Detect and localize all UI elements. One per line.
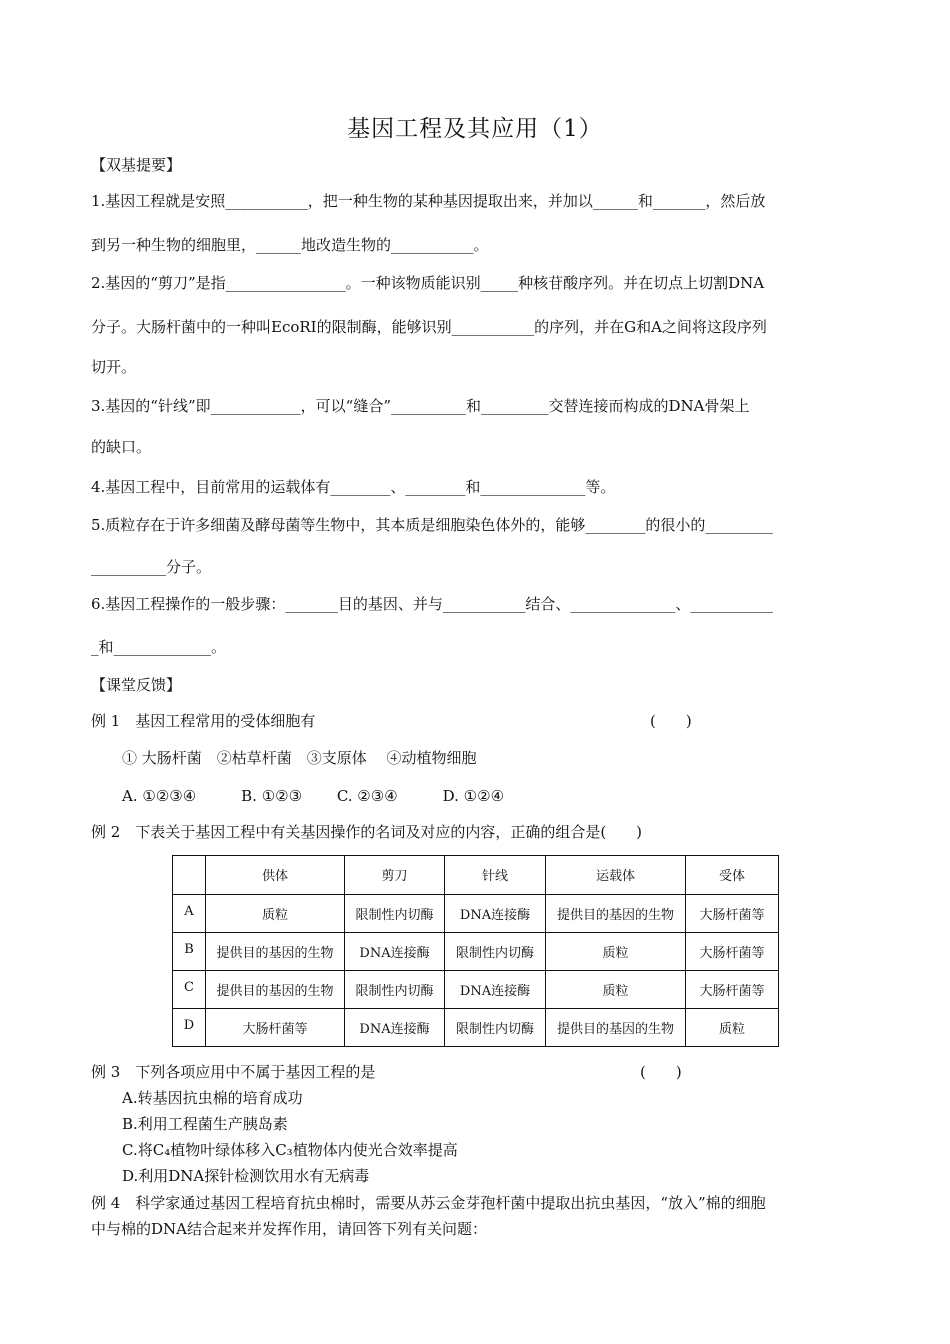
example-3-option-d: D.利用DNA探针检测饮用水有无病毒 [122,1167,370,1185]
table-row [173,895,779,933]
example-3-option-b: B.利用工程菌生产胰岛素 [122,1115,288,1133]
question-5-line-2: __________分子。 [91,558,212,576]
section-heading-feedback: 【课堂反馈】 [91,676,182,694]
table-cell: 限制性内切酶 [445,1009,546,1047]
table-cell: A [173,895,206,933]
table-header-cell: 针线 [445,856,546,895]
table-header-row [173,856,779,895]
table-cell: DNA连接酶 [445,895,546,933]
table-row [173,933,779,971]
question-2-line-3: 切开。 [91,358,137,376]
table-cell: 限制性内切酶 [445,933,546,971]
question-6-line-1: 6.基因工程操作的一般步骤：_______目的基因、并与___________结合、______________、___________ [91,595,773,613]
page-title: 基因工程及其应用（1） [347,116,603,142]
table-cell: 大肠杆菌等 [686,933,779,971]
question-5-line-1: 5.质粒存在于许多细菌及酵母菌等生物中，其本质是细胞染色体外的，能够________的很小的_________ [91,516,773,534]
table-cell: 提供目的基因的生物 [206,933,345,971]
table-cell: 质粒 [206,895,345,933]
example-3-answer-paren: ( ) [640,1063,682,1081]
table-cell: 大肠杆菌等 [686,895,779,933]
table-cell: D [173,1009,206,1047]
table-cell: 提供目的基因的生物 [546,1009,686,1047]
table-cell: 质粒 [546,933,686,971]
table-header-cell: 剪刀 [345,856,445,895]
table-cell: 质粒 [546,971,686,1009]
table-cell: DNA连接酶 [345,1009,445,1047]
question-1-line-2: 到另一种生物的细胞里，______地改造生物的___________。 [91,236,489,254]
example-4-line-1: 例 4 科学家通过基因工程培育抗虫棉时，需要从苏云金芽孢杆菌中提取出抗虫基因，“放入”棉的细胞 [91,1194,766,1212]
question-6-line-2: _和_____________。 [91,638,227,656]
table-cell: 大肠杆菌等 [686,971,779,1009]
table-cell: 提供目的基因的生物 [206,971,345,1009]
example-1-choices: A. ①②③④ B. ①②③ C. ②③④ D. ①②④ [122,787,505,805]
table-cell: 限制性内切酶 [345,895,445,933]
table-cell: 质粒 [686,1009,779,1047]
table-row [173,971,779,1009]
table-row [173,1009,779,1047]
table-cell: 限制性内切酶 [345,971,445,1009]
question-3-line-2: 的缺口。 [91,438,152,456]
section-heading-basics: 【双基提要】 [91,156,182,174]
example-3-option-a: A.转基因抗虫棉的培育成功 [122,1089,303,1107]
question-4: 4.基因工程中，目前常用的运载体有________、________和______________等。 [91,478,616,496]
table-cell: DNA连接酶 [445,971,546,1009]
example-1-answer-paren: ( ) [650,712,692,730]
table-cell: 提供目的基因的生物 [546,895,686,933]
example-1-items: ① 大肠杆菌 ②枯草杆菌 ③支原体 ④动植物细胞 [122,749,477,767]
example-1-stem: 例 1 基因工程常用的受体细胞有 [91,712,316,730]
table-header-cell: 运载体 [546,856,686,895]
table-header-cell [173,856,206,895]
table-header-cell: 受体 [686,856,779,895]
example-3-stem: 例 3 下列各项应用中不属于基因工程的是 [91,1063,376,1081]
question-3-line-1: 3.基因的“针线”即____________，可以“缝合”__________和_________交替连接而构成的DNA骨架上 [91,397,750,415]
table-header-cell: 供体 [206,856,345,895]
table-cell: C [173,971,206,1009]
question-1-line-1: 1.基因工程就是安照___________，把一种生物的某种基因提取出来，并加以______和_______，然后放 [91,192,766,210]
example-3-option-c: C.将C₄植物叶绿体移入C₃植物体内使光合效率提高 [122,1141,458,1159]
question-2-line-2: 分子。大肠杆菌中的一种叫EcoRI的限制酶，能够识别___________的序列，并在G和A之间将这段序列 [91,318,767,336]
example-2-stem: 例 2 下表关于基因工程中有关基因操作的名词及对应的内容，正确的组合是( ) [91,823,643,841]
table-cell: DNA连接酶 [345,933,445,971]
example-2-table [172,855,779,1047]
table-cell: B [173,933,206,971]
question-2-line-1: 2.基因的“剪刀”是指________________。一种该物质能识别_____种核苷酸序列。并在切点上切割DNA [91,274,765,292]
example-4-line-2: 中与棉的DNA结合起来并发挥作用，请回答下列有关问题： [91,1220,487,1238]
table-cell: 大肠杆菌等 [206,1009,345,1047]
